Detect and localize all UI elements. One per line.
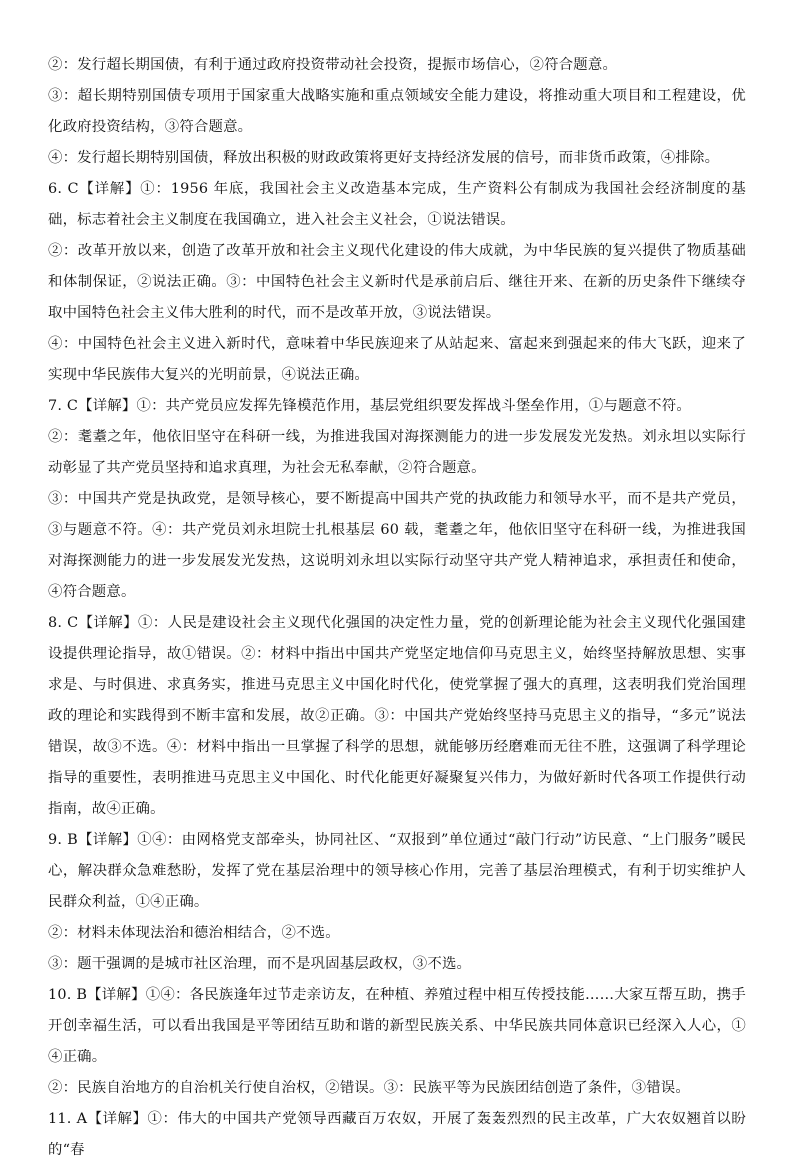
paragraph-q6-item2-3: ②：改革开放以来，创造了改革开放和社会主义现代化建设的伟大成就，为中华民族的复兴提供了物质基础和体制保证，②说法正确。③：中国特色社会主义新时代是承前启后、继往开来、在新的历史条件下继续夺取中国特色社会主义伟大胜利的时代，而不是改革开放，③说法错误。: [48, 243, 746, 321]
paragraph-q7-item1: 7. C【详解】①：共产党员应发挥先锋模范作用，基层党组织要发挥战斗堡垒作用，①与题意不符。: [48, 398, 691, 414]
paragraph-q5-item3: ③：超长期特别国债专项用于国家重大战略实施和重点领域安全能力建设，将推动重大项目和工程建设，优化政府投资结构，③符合题意。: [48, 88, 746, 135]
paragraph-q11-item1: 11. A【详解】①：伟大的中国共产党领导西藏百万农奴，开展了轰轰烈烈的民主改革，广大农奴翘首以盼的“春: [48, 1111, 746, 1158]
answer-analysis-page: [48, 50, 746, 1166]
paragraph-q5-item2: ②：发行超长期国债，有利于通过政府投资带动社会投资，提振市场信心，②符合题意。: [48, 57, 618, 73]
paragraph-q7-item2: ②：耄耋之年，他依旧坚守在科研一线，为推进我国对海探测能力的进一步发展发光发热。刘永坦以实际行动彰显了共产党员坚持和追求真理，为社会无私奉献，②符合题意。: [48, 429, 746, 476]
paragraph-q10-item1-4: 10. B【详解】①④：各民族逢年过节走亲访友，在种植、养殖过程中相互传授技能……大家互帮互助，携手开创幸福生活，可以看出我国是平等团结互助和谐的新型民族关系、中华民族共同体意识已经深入人心，①④正确。: [48, 987, 746, 1065]
paragraph-q9-item3: ③：题干强调的是城市社区治理，而不是巩固基层政权，③不选。: [48, 956, 472, 972]
paragraph-q5-item4: ④：发行超长期特别国债，释放出积极的财政政策将更好支持经济发展的信号，而非货币政策，④排除。: [48, 150, 720, 166]
paragraph-q6-item1: 6. C【详解】①：1956 年底，我国社会主义改造基本完成，生产资料公有制成为我国社会经济制度的基础，标志着社会主义制度在我国确立，进入社会主义社会，①说法错误。: [48, 181, 746, 228]
paragraph-q10-item2-3: ②：民族自治地方的自治机关行使自治权，②错误。③：民族平等为民族团结创造了条件，③错误。: [48, 1080, 690, 1096]
paragraph-q8: 8. C【详解】①：人民是建设社会主义现代化强国的决定性力量，党的创新理论能为社会主义现代化强国建设提供理论指导，故①错误。②：材料中指出中国共产党坚定地信仰马克思主义，始终坚持解放思想、实事求是、与时俱进、求真务实，推进马克思主义中国化时代化，使党掌握了强大的真理，这表明我们党治国理政的理论和实践得到不断丰富和发展，故②正确。③：中国共产党始终坚持马克思主义的指导，“多元”说法错误，故③不选。④：材料中指出一旦掌握了科学的思想，就能够历经磨难而无往不胜，这强调了科学理论指导的重要性，表明推进马克思主义中国化、时代化能更好凝聚复兴伟力，为做好新时代各项工作提供行动指南，故④正确。: [48, 615, 746, 817]
paragraph-q9-item2: ②：材料未体现法治和德治相结合，②不选。: [48, 925, 340, 941]
paragraph-q6-item4: ④：中国特色社会主义进入新时代，意味着中华民族迎来了从站起来、富起来到强起来的伟大飞跃，迎来了实现中华民族伟大复兴的光明前景，④说法正确。: [48, 336, 746, 383]
paragraph-q9-item1-4: 9. B【详解】①④：由网格党支部牵头，协同社区、“双报到”单位通过“敲门行动”访民意、“上门服务”暖民心，解决群众急难愁盼，发挥了党在基层治理中的领导核心作用，完善了基层治理模式，有利于切实维护人民群众利益，①④正确。: [48, 832, 746, 910]
paragraph-q7-item3-4: ③：中国共产党是执政党，是领导核心，要不断提高中国共产党的执政能力和领导水平，而不是共产党员，③与题意不符。④：共产党员刘永坦院士扎根基层 60 载，耄耋之年，他依旧坚守在科研一线，为推进我国对海探测能力的进一步发展发光发热，这说明刘永坦以实际行动坚守共产党人精神追求，承担责任和使命，④符合题意。: [48, 491, 746, 600]
